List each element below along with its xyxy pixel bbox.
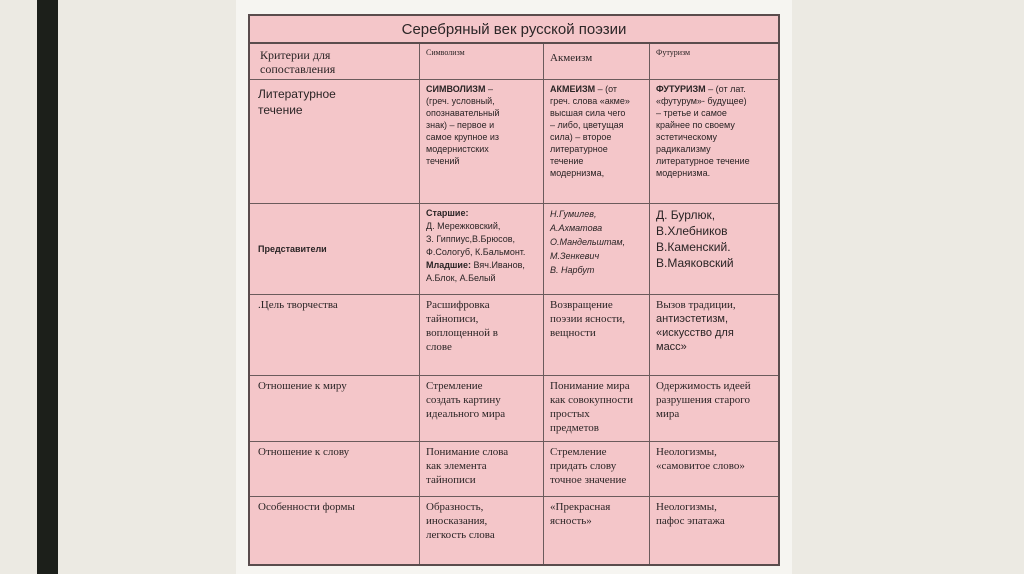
row-label-representatives: Представители <box>250 204 420 295</box>
cell-symbolism-word: Понимание слова как элемента тайнописи <box>420 442 544 497</box>
row-label-form: Особенности формы <box>250 497 420 564</box>
left-accent-bar <box>37 0 58 574</box>
cell-futurism-goal <box>650 295 778 376</box>
comparison-table <box>248 14 780 566</box>
symbolism-young-label: Младшие: <box>426 260 471 270</box>
cell-acmeism-world: Понимание мира как совокупности простых предметов <box>544 376 650 442</box>
symbolism-definition: – (греч. условный, опознавательный знак) – первое и самое крупное из модернистских течений <box>426 84 500 166</box>
cell-symbolism-goal: Расшифровка тайнописи, воплощенной в слове <box>420 295 544 376</box>
header-criteria: Критерии для сопоставления <box>250 44 420 80</box>
cell-acmeism-word: Стремление придать слову точное значение <box>544 442 650 497</box>
futurism-definition: – (от лат. «футурум»- будущее) – третье и самое крайнее по своему эстетическому радикализму литературное течение модернизма. <box>656 84 750 178</box>
cell-acmeism-goal: Возвращение поэзии ясности, вещности <box>544 295 650 376</box>
cell-symbolism-form: Образность, иносказания, легкость слова <box>420 497 544 564</box>
symbolism-elder-list: Д. Мережковский, З. Гиппиус,В.Брюсов, Ф.Сологуб, К.Бальмонт. <box>426 221 526 257</box>
futurism-goal-b: антиэстетизм, «искусство для масс» <box>656 313 734 353</box>
header-acmeism: Акмеизм <box>544 44 650 80</box>
cell-symbolism-representatives <box>420 204 544 295</box>
cell-futurism-word: Неологизмы, «самовитое слово» <box>650 442 778 497</box>
futurism-term: ФУТУРИЗМ <box>656 84 706 94</box>
cell-acmeism-form: «Прекрасная ясность» <box>544 497 650 564</box>
symbolism-term: СИМВОЛИЗМ <box>426 84 486 94</box>
cell-symbolism-movement <box>420 80 544 204</box>
row-label-movement: Литературное течение <box>250 80 420 204</box>
header-futurism: Футуризм <box>650 44 778 80</box>
symbolism-elder-label: Старшие: <box>426 208 469 218</box>
row-label-goal: .Цель творчества <box>250 295 420 376</box>
table-grid <box>250 44 778 564</box>
symbolism-young-list: Вяч.Иванов, А.Блок, А.Белый <box>426 260 525 283</box>
cell-futurism-form: Неологизмы, пафос эпатажа <box>656 501 725 527</box>
cell-futurism-world: Одержимость идеей разрушения старого мира <box>650 376 778 442</box>
cell-futurism-representatives: Д. Бурлюк, В.Хлебников В.Каменский. В.Маяковский <box>650 204 778 295</box>
table-title: Серебряный век русской поэзии <box>250 16 778 44</box>
cell-acmeism-movement <box>544 80 650 204</box>
acmeism-definition: – (от греч. слова «акме» высшая сила чего – либо, цветущая сила) – второе литературное течение модернизма, <box>550 84 630 178</box>
cell-acmeism-representatives: Н.Гумилев, А.Ахматова О.Мандельштам, М.Зенкевич В. Нарбут <box>544 204 650 295</box>
cell-futurism-movement <box>650 80 778 204</box>
row-label-world: Отношение к миру <box>250 376 420 442</box>
futurism-goal-a: Вызов традиции, <box>656 299 736 311</box>
header-symbolism: Символизм <box>420 44 544 80</box>
acmeism-term: АКМЕИЗМ <box>550 84 596 94</box>
row-label-word: Отношение к слову <box>250 442 420 497</box>
cell-symbolism-world: Стремление создать картину идеального мира <box>420 376 544 442</box>
